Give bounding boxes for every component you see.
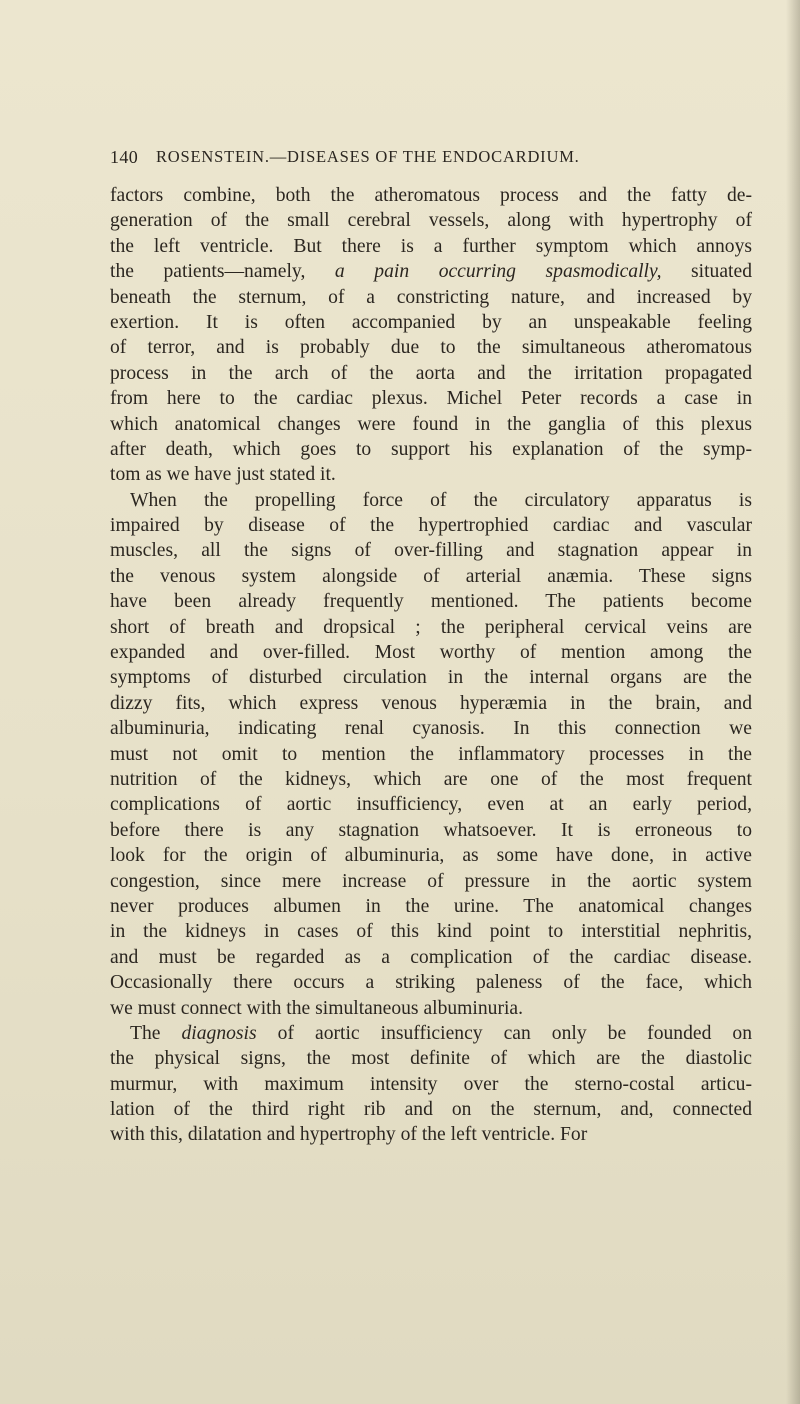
text-run: of aortic insufficiency can only be founded on xyxy=(277,1022,752,1044)
text-line: must not omit to mention the inflammatory processes in the xyxy=(110,743,752,765)
text-line: of terror, and is probably due to the simultaneous atheromatous xyxy=(110,337,752,359)
text-run: situated xyxy=(691,261,752,283)
text-run: The xyxy=(130,1022,161,1044)
text-line: we must connect with the simultaneous albuminuria. xyxy=(110,997,524,1019)
running-head: ROSENSTEIN.—DISEASES OF THE ENDOCARDIUM. xyxy=(156,147,580,166)
text-line: When the propelling force of the circulatory apparatus is xyxy=(130,489,752,511)
text-line: murmur, with maximum intensity over the sterno-costal articu- xyxy=(110,1073,752,1095)
text-line: generation of the small cerebral vessels, along with hypertrophy of xyxy=(110,210,752,232)
text-line: the physical signs, the most definite of which are the diastolic xyxy=(110,1048,752,1070)
text-line: congestion, since mere increase of pressure in the aortic system xyxy=(110,870,752,892)
text-line: with this, dilatation and hypertrophy of the left ventricle. For xyxy=(110,1124,588,1146)
text-line: process in the arch of the aorta and the irritation propagated xyxy=(110,362,752,384)
text-line: Occasionally there occurs a striking paleness of the face, which xyxy=(110,972,752,994)
text-line: expanded and over-filled. Most worthy of mention among the xyxy=(110,642,752,664)
text-line: have been already frequently mentioned. The patients become xyxy=(110,591,752,613)
text-run: the patients—namely, xyxy=(110,261,306,283)
text-line: which anatomical changes were found in the ganglia of this plexus xyxy=(110,413,752,435)
text-line: look for the origin of albuminuria, as some have done, in active xyxy=(110,845,752,867)
text-line: the venous system alongside of arterial anæmia. These signs xyxy=(110,565,752,587)
text-line: beneath the sternum, of a constricting nature, and increased by xyxy=(110,286,752,308)
text-line: short of breath and dropsical ; the peripheral cervical veins are xyxy=(110,616,752,638)
text-line: lation of the third right rib and on the sternum, and, connected xyxy=(110,1099,752,1121)
text-line: symptoms of disturbed circulation in the internal organs are the xyxy=(110,667,752,689)
text-line: after death, which goes to support his explanation of the symp- xyxy=(110,438,752,460)
text-line: never produces albumen in the urine. The anatomical changes xyxy=(110,895,752,917)
text-line: and must be regarded as a complication of the cardiac disease. xyxy=(110,946,752,968)
text-line: factors combine, both the atheromatous process and the fatty de- xyxy=(110,185,752,206)
page-number: 140 xyxy=(110,147,139,167)
text-line: the left ventricle. But there is a further symptom which annoys xyxy=(110,235,752,257)
emphasis-text: a pain occurring spasmodically, xyxy=(334,261,662,283)
text-line: dizzy fits, which express venous hyperæmia in the brain, and xyxy=(110,692,752,714)
text-line xyxy=(110,259,752,284)
emphasis-text: diagnosis xyxy=(181,1022,257,1044)
text-line: muscles, all the signs of over-filling and stagnation appear in xyxy=(110,540,752,562)
text-line: before there is any stagnation whatsoever. It is erroneous to xyxy=(110,819,752,841)
text-line: albuminuria, indicating renal cyanosis. In this connection we xyxy=(110,718,752,740)
text-line: in the kidneys in cases of this kind point to interstitial nephritis, xyxy=(110,921,752,943)
page-header xyxy=(110,147,730,167)
text-line: impaired by disease of the hypertrophied cardiac and vascular xyxy=(110,515,752,537)
text-line: exertion. It is often accompanied by an unspeakable feeling xyxy=(110,311,752,333)
text-line: complications of aortic insufficiency, even at an early period, xyxy=(110,794,752,816)
text-line xyxy=(110,1021,752,1046)
text-line: nutrition of the kidneys, which are one of the most frequent xyxy=(110,768,752,790)
page-edge-shadow xyxy=(786,0,800,1404)
text-line: from here to the cardiac plexus. Michel Peter records a case in xyxy=(110,388,752,410)
text-line: tom as we have just stated it. xyxy=(110,464,336,486)
body-text xyxy=(110,183,752,1148)
